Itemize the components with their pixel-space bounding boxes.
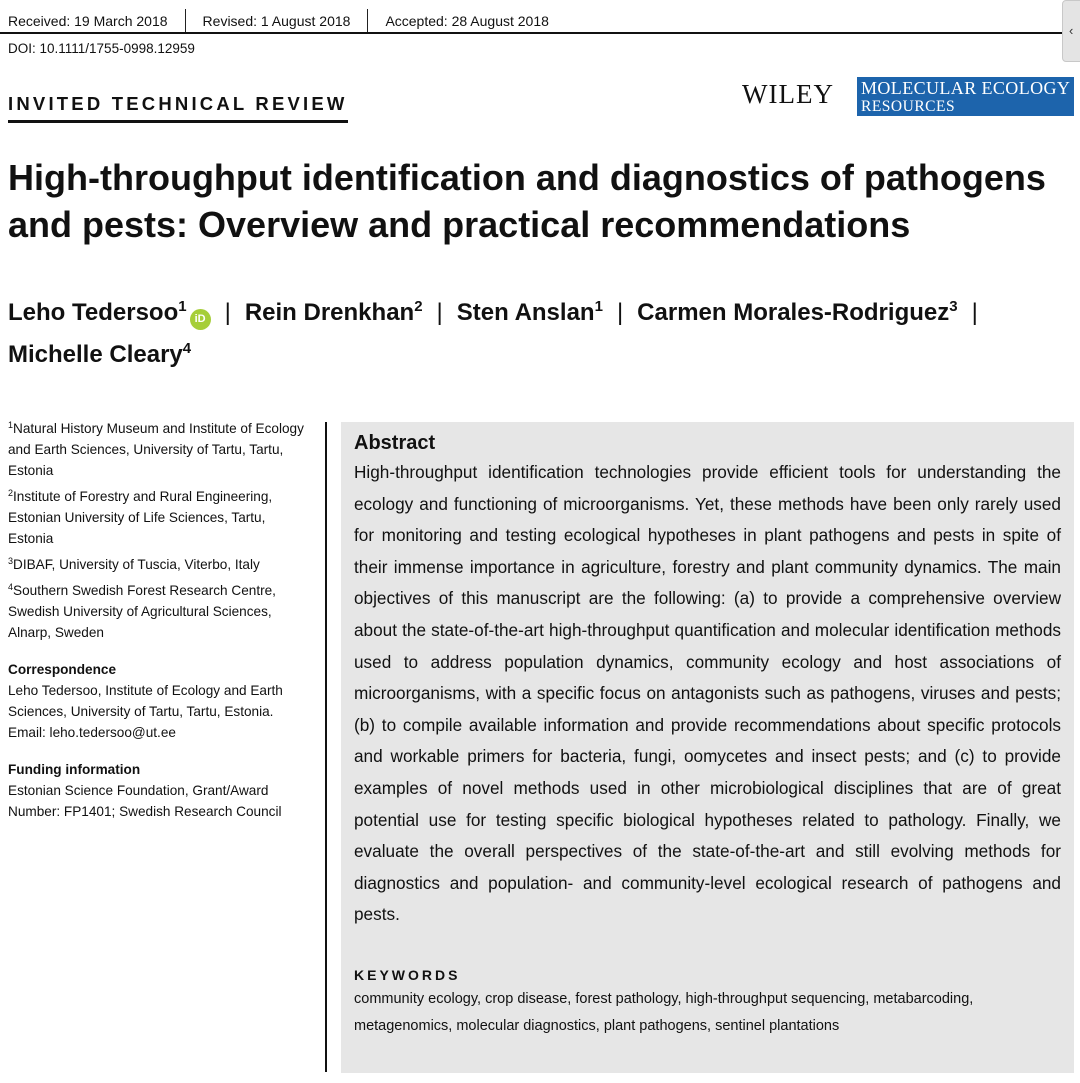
affiliation-text: Institute of Forestry and Rural Engineering, Estonian University of Life Sciences, Tartu, Estonia xyxy=(8,489,273,546)
author-affiliation-number: 4 xyxy=(182,340,192,357)
received-date: Received: 19 March 2018 xyxy=(8,13,168,29)
orcid-icon[interactable]: iD xyxy=(190,309,211,330)
author-affiliation-number: 3 xyxy=(949,298,958,315)
column-divider xyxy=(325,422,327,1072)
scroll-handle[interactable] xyxy=(1062,0,1080,62)
keywords-list: community ecology, crop disease, forest pathology, high-throughput sequencing, metabarcoding, metagenomics, molecular diagnostics, plant pathogens, sentinel plantations xyxy=(354,990,974,1034)
header-rule xyxy=(0,32,1064,34)
article-title: High-throughput identification and diagnostics of pathogens and pests: Overview and practical recommendations xyxy=(8,157,1046,245)
affiliation-number: 3 xyxy=(8,556,14,566)
affiliation-text: Natural History Museum and Institute of Ecology and Earth Sciences, University of Tartu, Tartu, Estonia xyxy=(8,421,304,478)
abstract-text: High-throughput identification technologies provide efficient tools for understanding the ecology and functioning of microorganisms. Yet, these methods have been only rarely used for monitoring and testing ecological hypotheses in plant pathogens and pests in spite of their immense importance in agriculture, forestry and plant community dynamics. The main objectives of this manuscript are the following: (a) to provide a comprehensive overview about the state-of-the-art high-throughput quantification and molecular identification methods used to address population dynamics, community ecology and host associations of microorganisms, with a specific focus on antagonists such as pathogens, viruses and pests; (b) to compile available information and provide recommendations about specific protocols and workable primers for bacteria, fungi, oomycetes and insect pests; and (c) to provide examples of novel methods used in other microbiological disciplines that are of great potential use for testing specific biological hypotheses related to pathology. Finally, we evaluate the overall perspectives of the state-of-the-art and still evolving methods for diagnostics and population- and community-level ecological research of pathogens and pests. xyxy=(354,462,1061,925)
author-name[interactable]: Carmen Morales-Rodriguez xyxy=(637,299,950,326)
affiliation xyxy=(8,580,308,643)
abstract-box xyxy=(341,422,1074,1073)
funding-text: Estonian Science Foundation, Grant/Award Number: FP1401; Swedish Research Council xyxy=(8,783,282,819)
author-affiliation-number: 2 xyxy=(414,298,423,315)
keywords-heading: KEYWORDS xyxy=(354,966,461,983)
affiliation-number: 4 xyxy=(8,582,14,592)
author-affiliation-number: 1 xyxy=(594,298,603,315)
author-name[interactable]: Leho Tedersoo xyxy=(8,299,179,326)
affiliation xyxy=(8,554,308,575)
affiliation xyxy=(8,486,308,549)
history-divider xyxy=(185,9,186,33)
affiliation-text: Southern Swedish Forest Research Centre, Swedish University of Agricultural Sciences, Alnarp, Sweden xyxy=(8,583,276,640)
funding-heading: Funding information xyxy=(8,762,141,777)
article-history xyxy=(8,9,549,33)
author-separator: | xyxy=(616,299,624,326)
author-affiliation-number: 1 xyxy=(178,298,187,315)
affiliation xyxy=(8,418,308,481)
author-name[interactable]: Rein Drenkhan xyxy=(244,299,415,326)
correspondence-block xyxy=(8,659,308,743)
accepted-date: Accepted: 28 August 2018 xyxy=(385,13,549,29)
funding-block xyxy=(8,759,308,822)
journal-logo-line2: RESOURCES xyxy=(861,98,956,115)
doi[interactable]: DOI: 10.1111/1755-0998.12959 xyxy=(8,41,195,56)
correspondence-heading: Correspondence xyxy=(8,662,117,677)
author-name[interactable]: Michelle Cleary xyxy=(8,341,183,368)
journal-logo-line1: MOLECULAR ECOLOGY xyxy=(861,78,1071,98)
history-divider xyxy=(367,9,368,33)
author-separator: | xyxy=(224,299,231,326)
article-sidebar xyxy=(8,418,308,822)
abstract-heading: Abstract xyxy=(354,432,436,454)
author-list xyxy=(8,292,1072,376)
author-separator: | xyxy=(971,299,978,326)
journal-logo xyxy=(857,77,1074,116)
author-separator: | xyxy=(436,299,443,326)
affiliation-number: 1 xyxy=(8,420,14,430)
revised-date: Revised: 1 August 2018 xyxy=(202,13,351,29)
author-name[interactable]: Sten Anslan xyxy=(456,299,595,326)
correspondence-email[interactable]: Email: leho.tedersoo@ut.ee xyxy=(8,725,176,740)
affiliation-number: 2 xyxy=(8,488,14,498)
wiley-logo: WILEY xyxy=(742,79,834,109)
section-label: INVITED TECHNICAL REVIEW xyxy=(8,93,348,123)
affiliation-text: DIBAF, University of Tuscia, Viterbo, Italy xyxy=(13,557,260,572)
correspondence-text: Leho Tedersoo, Institute of Ecology and Earth Sciences, University of Tartu, Tartu, Estonia. xyxy=(8,683,283,719)
scroll-arrow-icon: ‹ xyxy=(1069,23,1074,38)
